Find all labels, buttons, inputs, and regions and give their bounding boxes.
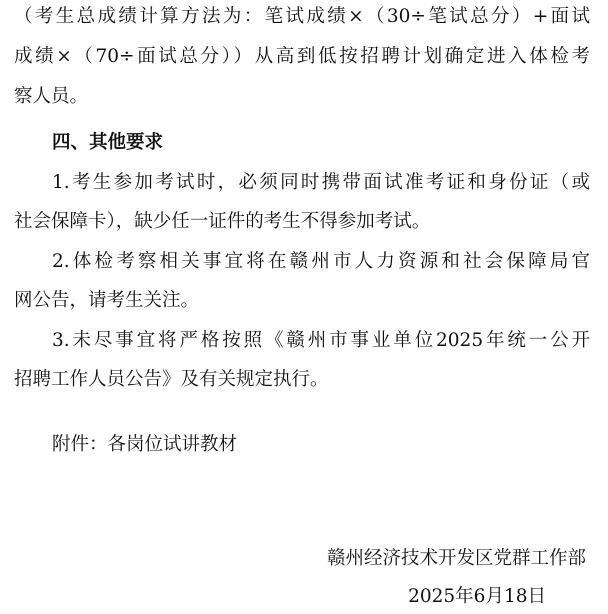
requirement-3-line-2: 招聘工作人员公告》及有关规定执行。 [14,369,329,390]
issue-date: 2025年6月18日 [408,586,546,607]
section-heading: 四、其他要求 [52,132,164,153]
score-formula-line-1: （考生总成绩计算方法为：笔试成绩×（30÷笔试总分）+面试 [14,6,590,27]
score-formula-line-2: 成绩×（70÷面试总分））从高到低按招聘计划确定进入体检考 [14,46,590,67]
score-formula-line-3: 察人员。 [14,86,89,107]
requirement-2-line-1: 2.体检考察相关事宜将在赣州市人力资源和社会保障局官 [52,251,590,272]
attachment-line: 附件：各岗位试讲教材 [52,434,238,455]
requirement-1-line-1: 1.考生参加考试时，必须同时携带面试准考证和身份证（或 [52,172,590,193]
requirement-3-line-1: 3.未尽事宜将严格按照《赣州市事业单位2025年统一公开 [52,330,590,351]
requirement-1-line-2: 社会保障卡），缺少任一证件的考生不得参加考试。 [14,211,431,232]
requirement-2-line-2: 网公告，请考生关注。 [14,290,200,311]
issuer-signature: 赣州经济技术开发区党群工作部 [326,548,586,569]
